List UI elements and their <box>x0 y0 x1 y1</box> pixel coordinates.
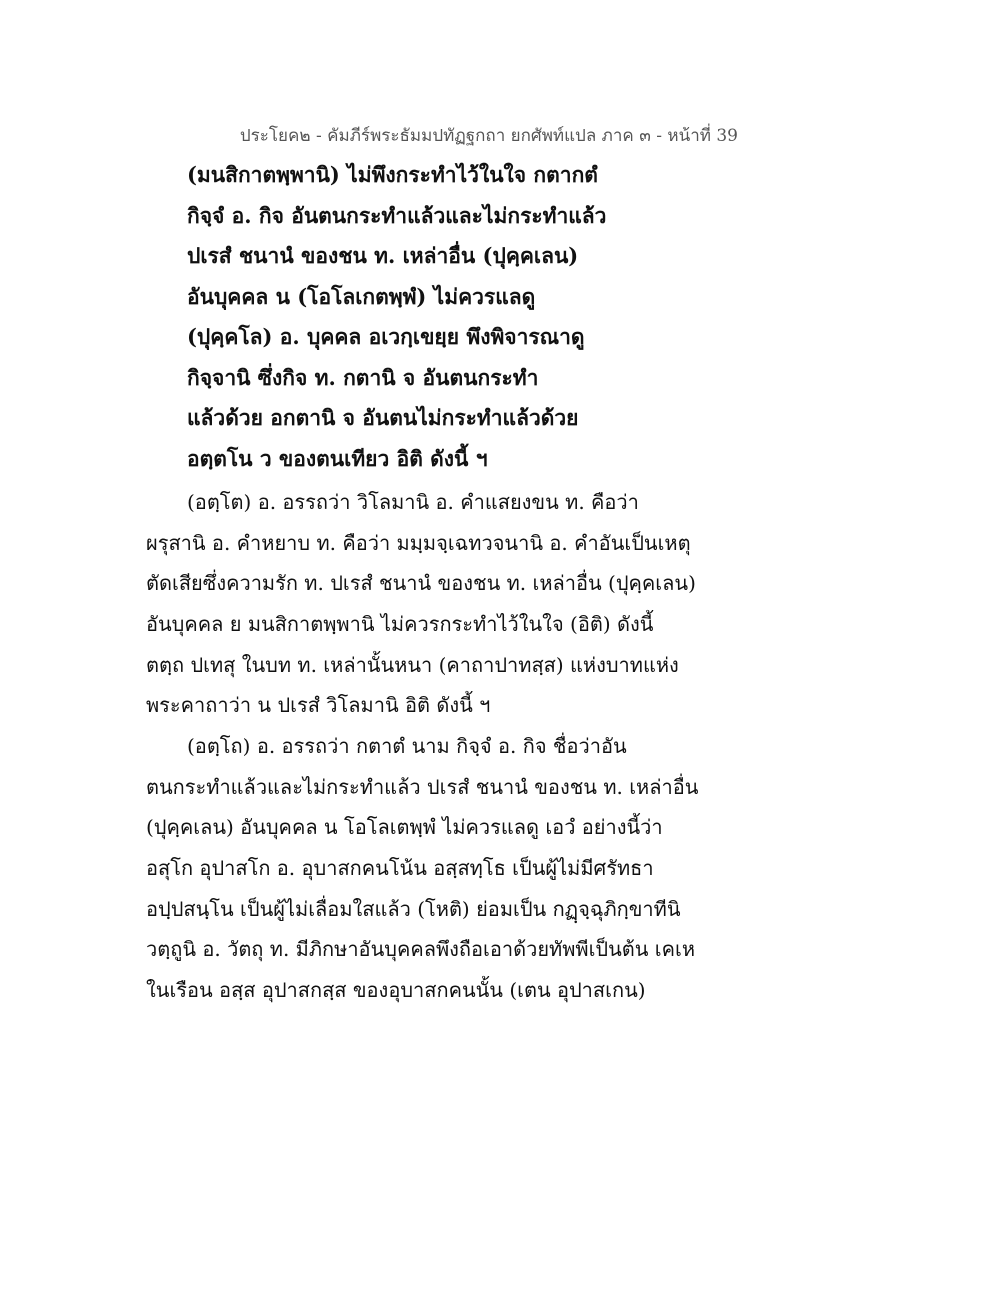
verse-line: อตฺตโน ว ของตนเทียว อิติ ดังนี้ ฯ <box>187 445 488 471</box>
paragraph-line: (ปุคฺคเลน) อันบุคคล น โอโลเตพฺพํ ไม่ควรแลดู เอวํ อย่างนี้ว่า <box>146 815 663 840</box>
paragraph-line: อปฺปสนฺโน เป็นผู้ไม่เลื่อมใสแล้ว (โหติ) ย่อมเป็น กฏฺจฺฉุภิกฺขาทีนิ <box>146 896 681 921</box>
paragraph-line: ผรุสานิ อ. คำหยาบ ท. คือว่า มมฺมจฺเฉทวจนานิ อ. คำอันเป็นเหตุ <box>146 530 691 555</box>
verse-block <box>187 158 747 482</box>
page-header: ประโยค๒ - คัมภีร์พระธัมมปทัฏฐกถา ยกศัพท์แปล ภาค ๓ - หน้าที่ 39 <box>239 126 738 146</box>
paragraph-line: พระคาถาว่า น ปเรสํ วิโลมานิ อิติ ดังนี้ ฯ <box>146 693 491 718</box>
verse-line: อันบุคคล น (โอโลเกตพฺพํ) ไม่ควรแลดู <box>187 283 536 309</box>
verse-line: (มนสิกาตพฺพานิ) ไม่พึงกระทำไว้ในใจ กตากตํ <box>187 162 598 187</box>
verse-line: แล้วด้วย อกตานิ จ อันตนไม่กระทำแล้วด้วย <box>187 405 579 430</box>
paragraph-line: (อตฺโถ) อ. อรรถว่า กตาตํ นาม กิจฺจํ อ. กิจ ชื่อว่าอัน <box>187 734 627 758</box>
commentary-paragraph-2 <box>146 729 699 1014</box>
paragraph-line: ตัดเสียซึ่งความรัก ท. ปเรสํ ชนานํ ของชน ท. เหล่าอื่น (ปุคฺคเลน) <box>146 571 696 596</box>
verse-line: กิจฺจานิ ซึ่งกิจ ท. กตานิ จ อันตนกระทำ <box>187 364 539 390</box>
paragraph-line: อสุโก อุปาสโก อ. อุบาสกคนโน้น อสฺสทฺโธ เป็นผู้ไม่มีศรัทธา <box>146 856 654 881</box>
commentary-paragraph-1 <box>146 485 696 729</box>
verse-line: (ปุคฺคโล) อ. บุคคล อเวกฺเขยฺย พึงพิจารณาดู <box>187 324 585 349</box>
paragraph-line: (อตฺโต) อ. อรรถว่า วิโลมานิ อ. คำแสยงขน ท. คือว่า <box>187 490 639 514</box>
paragraph-line: อันบุคคล ย มนสิกาตพฺพานิ ไม่ควรกระทำไว้ในใจ (อิติ) ดังนี้ <box>146 612 654 637</box>
paragraph-line: ตนกระทำแล้วและไม่กระทำแล้ว ปเรสํ ชนานํ ของชน ท. เหล่าอื่น <box>146 774 699 799</box>
verse-line: กิจฺจํ อ. กิจ อันตนกระทำแล้วและไม่กระทำแล้ว <box>187 202 607 228</box>
verse-line: ปเรสํ ชนานํ ของชน ท. เหล่าอื่น (ปุคฺคเลน) <box>187 243 579 268</box>
paragraph-line: ตตฺถ ปเทสุ ในบท ท. เหล่านั้นหนา (คาถาปาทสฺส) แห่งบาทแห่ง <box>146 652 679 677</box>
paragraph-line: ในเรือน อสฺส อุปาสกสฺส ของอุบาสกคนนั้น (เตน อุปาสเกน) <box>146 978 646 1003</box>
paragraph-line: วตฺถูนิ อ. วัตถุ ท. มีภิกษาอันบุคคลพึงถือเอาด้วยทัพพีเป็นต้น เคเห <box>146 937 696 962</box>
